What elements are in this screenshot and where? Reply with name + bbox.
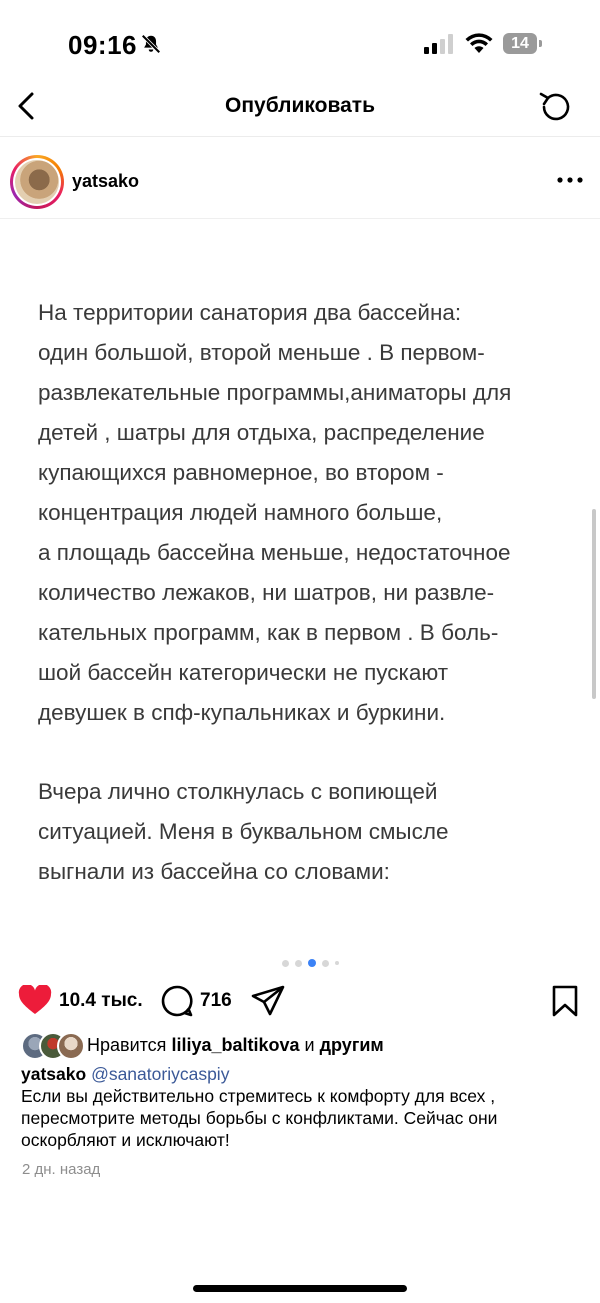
liker-avatars <box>21 1032 83 1058</box>
post-image-text <box>38 293 578 931</box>
post-actions <box>0 980 600 1020</box>
avatar-image <box>15 160 59 204</box>
post-username[interactable]: yatsako <box>72 171 140 191</box>
carousel-dot <box>295 960 302 967</box>
battery-icon <box>503 33 543 54</box>
carousel-dot <box>335 961 339 965</box>
like-count[interactable]: 10.4 тыс. <box>59 990 143 1011</box>
avatar <box>57 1032 85 1060</box>
carousel-dot <box>282 960 289 967</box>
share-icon[interactable] <box>250 984 286 1018</box>
post-image[interactable] <box>0 219 600 977</box>
status-time: 09:16 <box>68 30 137 60</box>
battery-level: 14 <box>503 33 537 54</box>
liked-by-text: Нравится liliya_baltikova и другим <box>87 1035 384 1055</box>
post-caption <box>21 1063 581 1151</box>
scroll-indicator[interactable] <box>592 509 596 699</box>
page-title: Опубликовать <box>225 94 375 117</box>
carousel-dot-active <box>308 959 316 967</box>
refresh-icon[interactable] <box>536 88 574 126</box>
wifi-icon <box>464 31 494 55</box>
caption-mention[interactable]: @sanatoriycaspiy <box>91 1064 230 1084</box>
post-paragraph: Вчера лично столкнулась с вопиющей ситуацией. Меня в буквальном смысле выгнали из бассейна со словами: <box>38 779 449 884</box>
nav-bar <box>0 80 600 137</box>
status-bar <box>0 0 600 88</box>
caption-text: Если вы действительно стремитесь к комфорту для всех , пересмотрите методы борьбы с конфликтами. Сейчас они оскорбляют и исключают! <box>21 1086 498 1150</box>
liked-by[interactable] <box>21 1030 591 1060</box>
comment-count[interactable]: 716 <box>200 990 232 1011</box>
post-header <box>0 138 600 219</box>
bell-slash-icon <box>140 33 162 55</box>
carousel-dot <box>322 960 329 967</box>
heart-icon[interactable] <box>18 985 52 1015</box>
avatar[interactable] <box>10 155 64 209</box>
liker-username[interactable]: liliya_baltikova <box>171 1035 300 1055</box>
cellular-signal-icon <box>424 34 456 54</box>
comment-icon[interactable] <box>160 984 194 1018</box>
carousel-indicator <box>282 958 339 968</box>
home-indicator[interactable] <box>193 1285 407 1292</box>
post-paragraph: На территории санатория два бассейна: один большой, второй меньше . В первом- развлекательные программы,аниматоры для детей , шатры для отдыха, распределение купающихся равномерное, во втором - концентрация людей намного больше, а площадь бассейна меньше, недостаточное количество лежаков, ни шатров, ни развле- кательных программ, как в первом . В боль- шой бассейн категорически не пускают девушек в спф-купальниках и буркини. <box>38 300 512 725</box>
likes-others-link[interactable]: другим <box>319 1035 384 1055</box>
more-options-icon[interactable] <box>552 168 588 192</box>
post-timestamp: 2 дн. назад <box>22 1161 101 1178</box>
bookmark-icon[interactable] <box>550 984 580 1018</box>
caption-username[interactable]: yatsako <box>21 1064 87 1084</box>
